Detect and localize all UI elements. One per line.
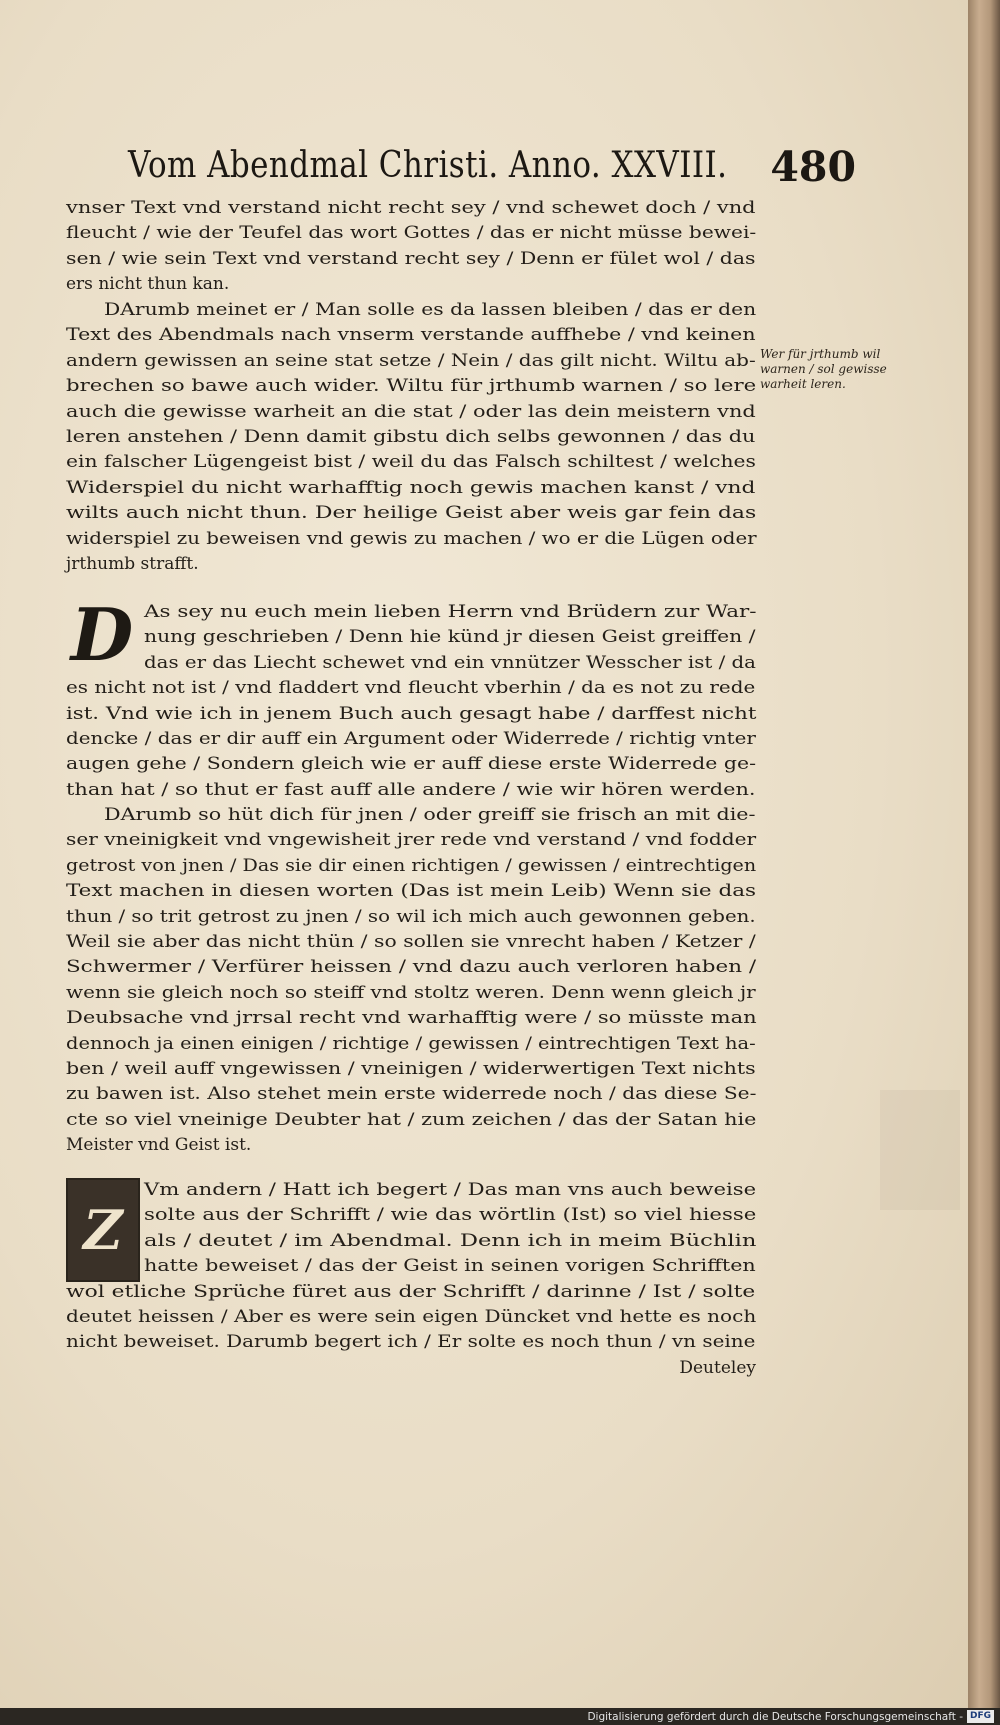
line-text: Deubsache vnd jrrsal recht vnd warhafftig were / so müsste man <box>66 1008 757 1029</box>
catchword <box>66 1356 756 1381</box>
text-line <box>66 374 756 399</box>
text-line <box>66 981 756 1006</box>
paragraph-3 <box>66 600 756 803</box>
text-line <box>66 323 756 348</box>
line-text: leren anstehen / Denn damit gibstu dich selbs gewonnen / das du <box>66 426 756 447</box>
line-text: ist. Vnd wie ich in jenem Buch auch gesagt habe / darffest nicht <box>66 703 757 724</box>
text-line <box>66 955 756 980</box>
text-line <box>66 651 756 676</box>
text-line <box>66 879 756 904</box>
line-text: fleucht / wie der Teufel das wort Gottes / das er nicht müsse bewei- <box>66 223 757 244</box>
text-line <box>66 1305 756 1330</box>
text-line <box>66 272 756 297</box>
footer <box>587 1709 994 1724</box>
line-text: ers nicht thun kan. <box>66 274 230 295</box>
line-text: deutet heissen / Aber es were sein eigen Düncket vnd hette es noch <box>66 1306 757 1327</box>
text-line <box>66 1082 756 1107</box>
text-line <box>66 1057 756 1082</box>
line-text: Text des Abendmals nach vnserm verstande auffhebe / vnd keinen <box>66 325 756 346</box>
text-line <box>66 702 756 727</box>
drop-cap-z: Z <box>66 1178 140 1282</box>
line-text: Text machen in diesen worten (Das ist mein Leib) Wenn sie das <box>66 881 757 902</box>
line-text: thun / so trit getrost zu jnen / so wil ich mich auch gewonnen geben. <box>66 906 756 927</box>
footer-text: Digitalisierung gefördert durch die Deutsche Forschungsgemeinschaft - <box>587 1710 963 1723</box>
line-text: dencke / das er dir auff ein Argument oder Widerrede / richtig vnter <box>66 728 756 749</box>
text-line <box>66 1280 756 1305</box>
text-line <box>66 1006 756 1031</box>
line-text: jrthumb strafft. <box>66 553 199 574</box>
text-line <box>66 828 756 853</box>
text-line <box>66 930 756 955</box>
text-line <box>66 476 756 501</box>
line-text: solte aus der Schrifft / wie das wörtlin (Ist) so viel hiesse <box>144 1205 757 1226</box>
paragraph-5 <box>66 1178 756 1356</box>
line-text: Meister vnd Geist ist. <box>66 1135 252 1156</box>
paragraph-1 <box>66 196 756 298</box>
line-text: As sey nu euch mein lieben Herrn vnd Brüdern zur War- <box>144 602 757 622</box>
line-text: DArumb meinet er / Man solle es da lassen bleiben / das er den <box>104 300 757 320</box>
book-edge <box>968 0 1000 1708</box>
line-text: vnser Text vnd verstand nicht recht sey / vnd schewet doch / vnd <box>66 198 756 218</box>
text-line <box>66 298 756 323</box>
line-text: zu bawen ist. Also stehet mein erste widerrede noch / das diese Se- <box>66 1084 757 1105</box>
drop-cap-d: D <box>70 591 134 677</box>
line-text: nicht beweiset. Darumb begert ich / Er solte es noch thun / vn seine <box>66 1332 756 1353</box>
text-line <box>66 803 756 828</box>
text-line <box>66 247 756 272</box>
line-text: wilts auch nicht thun. Der heilige Geist aber weis gar fein das <box>66 503 757 524</box>
paragraph-4 <box>66 803 756 1158</box>
line-text: ser vneinigkeit vnd vngewisheit jrer rede vnd verstand / vnd fodder <box>66 830 757 851</box>
text-line <box>66 196 756 221</box>
text-line <box>66 1203 756 1228</box>
text-line <box>66 527 756 552</box>
running-header <box>128 145 856 195</box>
text-line <box>66 625 756 650</box>
text-line <box>66 349 756 374</box>
text-line <box>66 1229 756 1254</box>
line-text: than hat / so thut er fast auff alle andere / wie wir hören werden. <box>66 779 756 800</box>
line-text: Weil sie aber das nicht thün / so sollen sie vnrecht haben / Ketzer / <box>66 931 756 952</box>
line-text: dennoch ja einen einigen / richtige / gewissen / eintrechtigen Text ha- <box>66 1033 756 1054</box>
line-text: getrost von jnen / Das sie dir einen richtigen / gewissen / eintrechtigen <box>66 855 757 876</box>
text-line <box>66 221 756 246</box>
text-line <box>66 1330 756 1355</box>
text-line <box>66 1032 756 1057</box>
line-text: brechen so bawe auch wider. Wiltu für jrthumb warnen / so lere <box>66 376 757 397</box>
text-line <box>66 752 756 777</box>
text-line <box>66 400 756 425</box>
dfg-logo: DFG <box>967 1710 994 1723</box>
text-line <box>66 854 756 879</box>
line-text: widerspiel zu beweisen vnd gewis zu machen / wo er die Lügen oder <box>66 528 757 549</box>
text-line <box>66 425 756 450</box>
line-text: andern gewissen an seine stat setze / Nein / das gilt nicht. Wiltu ab- <box>66 350 756 371</box>
text-line <box>66 676 756 701</box>
running-title: Vom Abendmal Christi. Anno. XXVIII. <box>128 145 728 186</box>
line-text: als / deutet / im Abendmal. Denn ich in meim Büchlin <box>144 1230 757 1251</box>
line-text: ein falscher Lügengeist bist / weil du das Falsch schiltest / welches <box>66 452 756 473</box>
line-text: sen / wie sein Text vnd verstand recht sey / Denn er fület wol / das <box>66 248 756 269</box>
text-line <box>66 600 756 625</box>
page-number: 480 <box>770 143 856 191</box>
text-line <box>66 501 756 526</box>
text-line <box>66 778 756 803</box>
line-text: hatte beweiset / das der Geist in seinen vorigen Schrifften <box>144 1256 756 1277</box>
bleed-through-shadow <box>880 1090 960 1210</box>
line-text: Widerspiel du nicht warhafftig noch gewis machen kanst / vnd <box>66 477 756 498</box>
text-line <box>66 1108 756 1133</box>
line-text: DArumb so hüt dich für jnen / oder greiff sie frisch an mit die- <box>104 805 756 825</box>
line-text: Schwermer / Verfürer heissen / vnd dazu auch verloren haben / <box>66 957 757 978</box>
line-text: auch die gewisse warheit an die stat / oder las dein meistern vnd <box>66 401 756 422</box>
text-line <box>66 450 756 475</box>
paragraph-2 <box>66 298 756 577</box>
line-text: ben / weil auff vngewissen / vneinigen / widerwertigen Text nichts <box>66 1058 756 1079</box>
text-line <box>66 552 756 577</box>
text-line <box>66 1254 756 1279</box>
catchword-text: Deuteley <box>679 1358 756 1378</box>
marginal-note: Wer für jrthumb wil warnen / sol gewisse warheit leren. <box>760 347 887 391</box>
text-line <box>66 727 756 752</box>
text-line <box>66 1178 756 1203</box>
line-text: das er das Liecht schewet vnd ein vnnützer Wesscher ist / da <box>144 652 756 673</box>
line-text: cte so viel vneinige Deubter hat / zum zeichen / das der Satan hie <box>66 1109 757 1130</box>
line-text: wol etliche Sprüche füret aus der Schrifft / darinne / Ist / solte <box>66 1281 756 1302</box>
text-line <box>66 905 756 930</box>
text-line <box>66 1133 756 1158</box>
line-text: es nicht not ist / vnd fladdert vnd fleucht vberhin / da es not zu rede <box>66 678 756 699</box>
line-text: Vm andern / Hatt ich begert / Das man vns auch beweise <box>144 1180 757 1200</box>
line-text: nung geschrieben / Denn hie künd jr diesen Geist greiffen / <box>144 627 756 648</box>
line-text: wenn sie gleich noch so steiff vnd stoltz weren. Denn wenn gleich jr <box>66 982 756 1003</box>
line-text: augen gehe / Sondern gleich wie er auff diese erste Widerrede ge- <box>66 754 757 775</box>
